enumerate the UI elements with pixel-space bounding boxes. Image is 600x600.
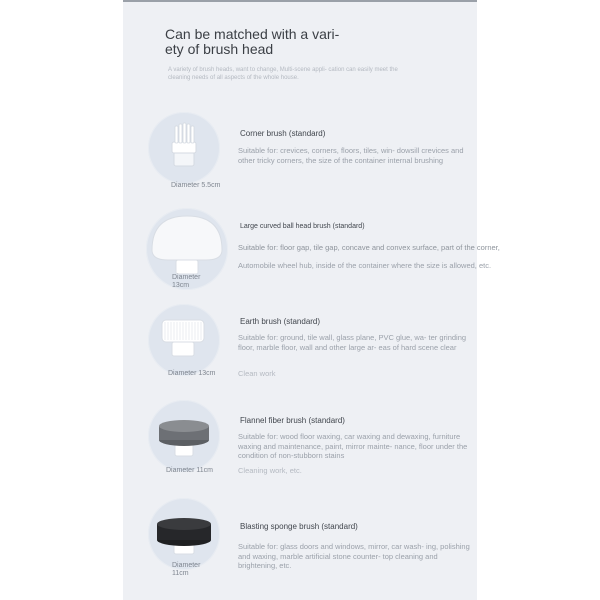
sponge-brush-icon [148,498,220,570]
brush-extra-note: Cleaning work, etc. [238,466,302,475]
brush-name: Flannel fiber brush (standard) [240,416,345,425]
diameter-label-line-1: Diameter [172,274,201,281]
flannel-brush-image [148,400,220,472]
brush-extra-note: Clean work [238,369,276,378]
brush-description: Suitable for: floor gap, tile gap, concave and convex surface, part of the corner, [238,243,500,252]
brush-item-corner [0,112,600,212]
brush-item-earth [0,304,600,404]
brush-description: Suitable for: ground, tile wall, glass plane, PVC glue, wa- ter grinding floor, marble floor, wall and other large ar- eas of hard scene clear [238,333,467,352]
diameter-label: Diameter 13cm [168,370,216,377]
brush-item-sponge [0,496,600,596]
earth-brush-icon [148,304,220,376]
diameter-label: Diameter 5.5cm [171,182,221,189]
sponge-brush-image [148,498,220,570]
diameter-label: Diameter 11cm [166,467,213,474]
diameter-label-line-2: 13cm [172,282,190,289]
brush-name: Large curved ball head brush (standard) [240,223,365,230]
brush-name: Blasting sponge brush (standard) [240,522,358,531]
diameter-label-line-2: 11cm [172,570,189,577]
intro-text: A variety of brush heads, want to change, Multi-scene appli- cation can easily meet the cleaning needs of all aspects of the whole house. [168,67,398,81]
brush-item-flannel [0,400,600,500]
title-line-2: ety of brush head [165,41,274,57]
brush-name: Corner brush (standard) [240,129,326,138]
corner-brush-image [148,112,220,184]
brush-description: Suitable for: glass doors and windows, mirror, car wash- ing, polishing and waxing, marble artificial stone counter- top cleaning and brightening, etc. [238,542,470,570]
flannel-brush-icon [148,400,220,472]
brush-extra-note: Automobile wheel hub, inside of the container where the size is allowed, etc. [238,261,492,270]
top-divider [123,0,477,2]
diameter-label-line-1: Diameter [172,562,201,569]
brush-description: Suitable for: wood floor waxing, car waxing and dewaxing, furniture waxing and maintenance, paint, mirror mainte- nance, floor under the condition of non-stubborn stains [238,432,468,460]
earth-brush-image [148,304,220,376]
brush-name: Earth brush (standard) [240,317,321,326]
brush-item-ball-head [0,208,600,308]
diameter-label [172,274,252,290]
brush-description: Suitable for: crevices, corners, floors, tiles, win- dowsill crevices and other tricky corners, the size of the container internal brushing [238,146,464,165]
page-title [165,27,405,57]
title-line-1: Can be matched with a vari- [165,26,340,42]
corner-brush-icon [148,112,220,184]
